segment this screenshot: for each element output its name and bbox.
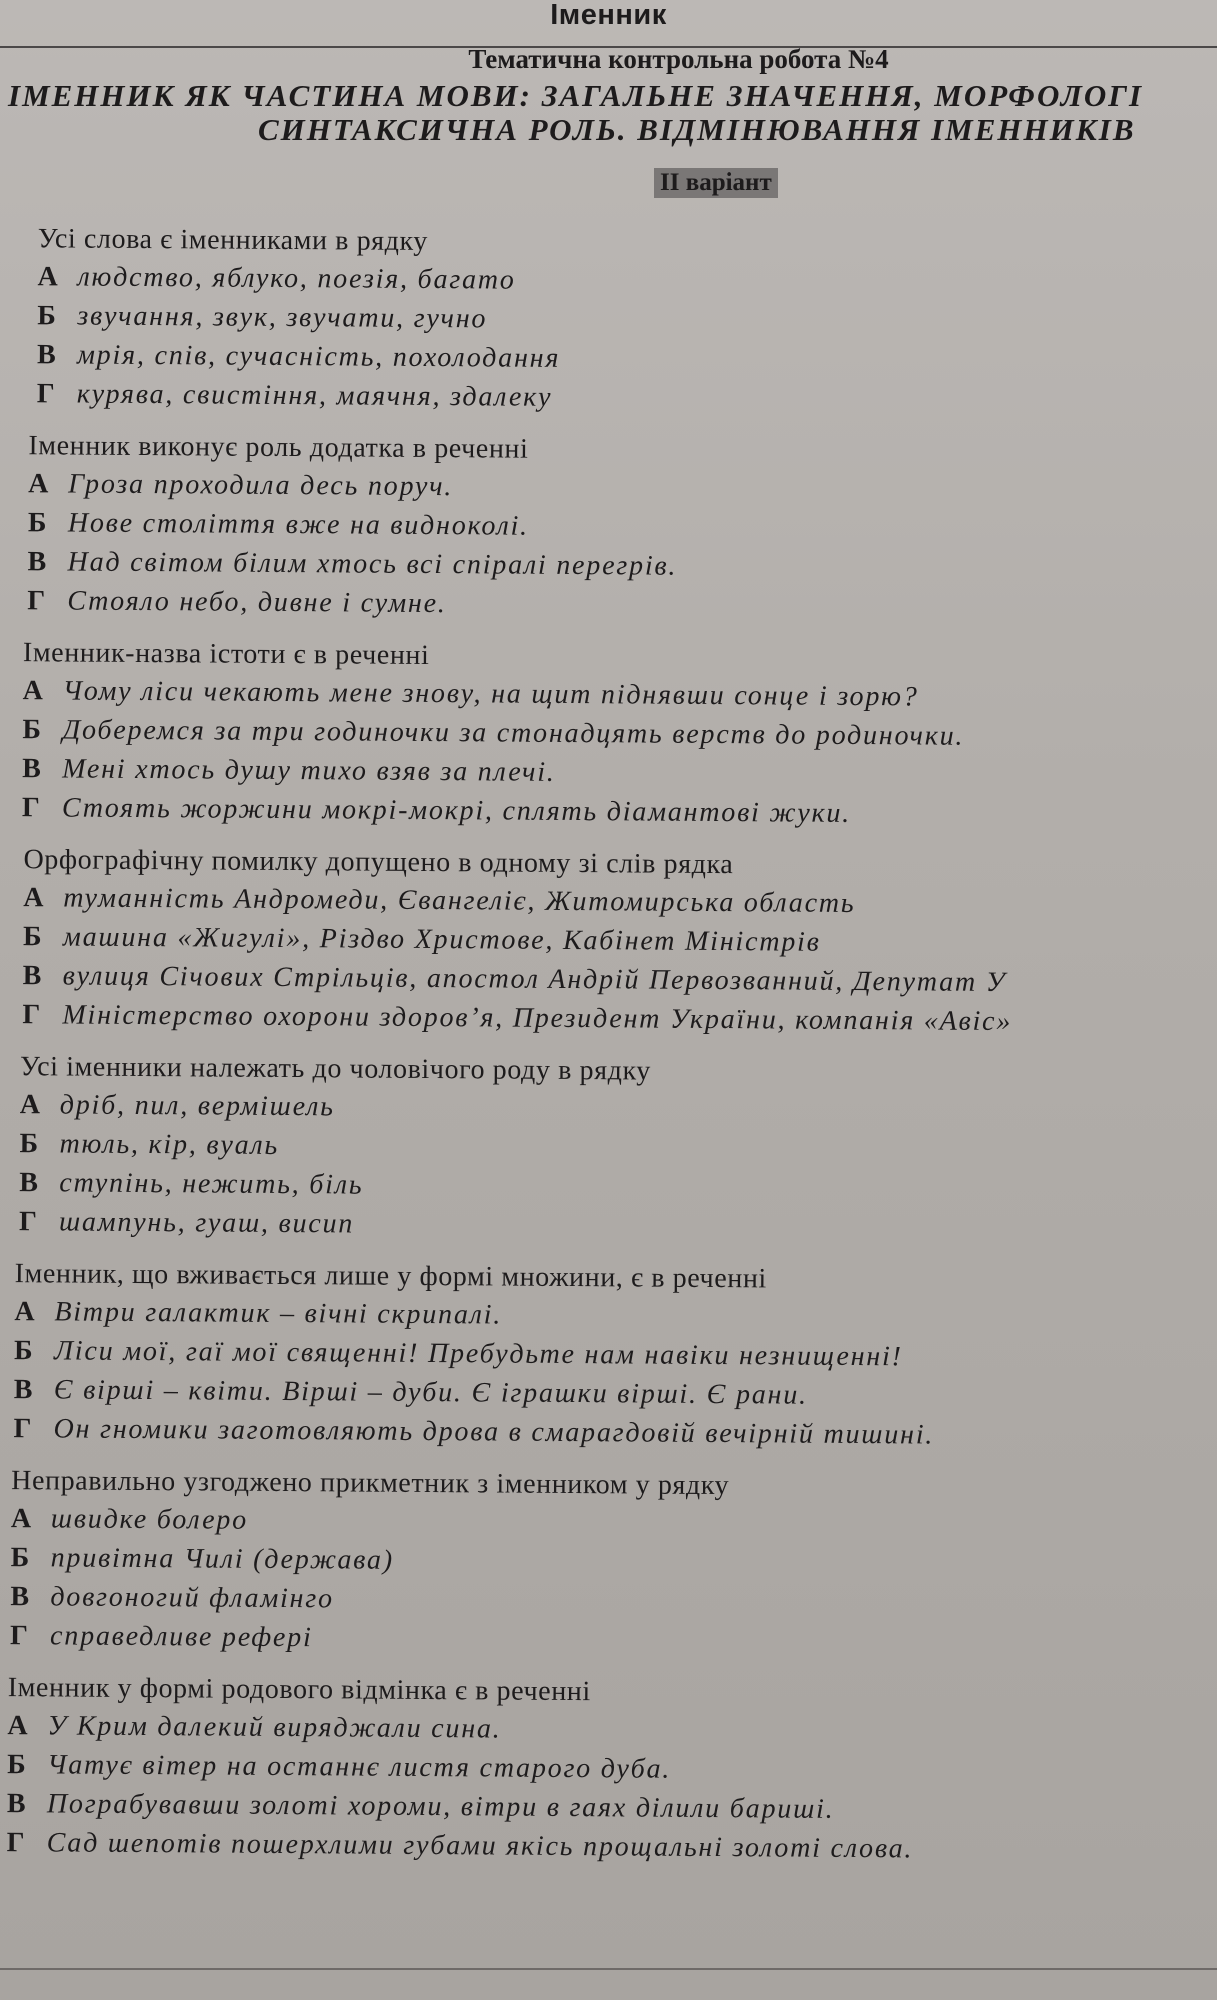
option-letter: Б <box>10 1542 30 1574</box>
option-letter: А <box>37 261 58 293</box>
question-7 <box>0 1462 1208 1663</box>
option-letter: А <box>28 468 49 500</box>
option-text: Міністерство охорони здоров’я, Президент України, компанія «Авіс» <box>62 999 1013 1038</box>
question-stem: Усі слова є іменниками в рядку <box>37 223 429 257</box>
question-stem: Іменник виконує роль додатка в реченні <box>28 430 529 465</box>
option-letter: В <box>6 1788 26 1820</box>
option-letter: В <box>36 339 56 371</box>
answer-option <box>7 1823 1206 1870</box>
option-text: справедливе рефері <box>50 1620 313 1654</box>
option-letter: В <box>19 1167 39 1199</box>
option-text: ступінь, нежить, біль <box>59 1167 364 1201</box>
question-6 <box>0 1255 1210 1456</box>
option-letter: В <box>10 1581 30 1613</box>
work-title: Тематична контрольна робота №4 <box>468 44 889 74</box>
option-letter: Б <box>13 1335 33 1367</box>
question-stem: Іменник, що вживається лише у формі множини, є в реченні <box>14 1258 767 1295</box>
option-text: вулиця Січових Стрільців, апостол Андрій Первозванний, Депутат У <box>62 960 1007 999</box>
question-stem: Іменник-назва істоти є в реченні <box>22 637 430 672</box>
option-text: Чатує вітер на останнє листя старого дуба. <box>47 1749 672 1785</box>
topic-heading-line-1: ІМЕННИК ЯК ЧАСТИНА МОВИ: ЗАГАЛЬНЕ ЗНАЧЕННЯ, МОРФОЛОГІ <box>8 78 1144 113</box>
question-stem: Усі іменники належать до чоловічого роду в рядку <box>19 1051 652 1087</box>
answer-option <box>22 995 1211 1042</box>
option-text: машина «Жигулі», Різдво Христове, Кабінет Міністрів <box>62 921 821 958</box>
option-text: Вітри галактик – вічні скрипалі. <box>54 1296 503 1331</box>
option-text: У Крим далекий виряджали сина. <box>47 1710 502 1745</box>
option-text: привітна Чилі (держава) <box>50 1542 395 1576</box>
option-letter: Г <box>6 1827 25 1859</box>
question-stem: Неправильно узгоджено прикметник з іменником у рядку <box>11 1465 730 1502</box>
option-text: довгоногий фламінго <box>50 1581 334 1615</box>
option-letter: А <box>19 1089 41 1121</box>
option-letter: В <box>22 960 42 992</box>
option-text: Чому ліси чекають мене знову, на щит піднявши сонце і зорю? <box>62 675 919 713</box>
question-8 <box>0 1669 1207 1870</box>
option-text: Стоять жоржини мокрі-мокрі, сплять діамантові жуки. <box>61 792 852 829</box>
option-text: шампунь, гуаш, висип <box>58 1206 355 1240</box>
answer-option <box>37 374 1216 421</box>
answer-option <box>27 581 1214 628</box>
option-letter: Г <box>36 378 55 410</box>
option-text: тюль, кір, вуаль <box>59 1128 280 1161</box>
option-letter: А <box>14 1296 35 1328</box>
answer-option <box>22 788 1213 835</box>
question-5 <box>0 1048 1211 1249</box>
running-head: Іменник <box>550 0 667 31</box>
answer-option <box>10 1616 1207 1663</box>
option-letter: А <box>22 675 44 707</box>
option-text: Ліси мої, гаї мої священні! Пребудьте нам навіки незнищенні! <box>53 1335 903 1373</box>
answer-option <box>19 1202 1210 1249</box>
option-letter: Г <box>13 1413 32 1445</box>
option-text: людство, яблуко, поезія, багато <box>77 261 516 296</box>
question-list <box>0 220 1217 1884</box>
option-text: Є вірші – квіти. Вірші – дуби. Є іграшки вірші. Є рани. <box>53 1374 809 1411</box>
option-letter: Б <box>37 300 56 332</box>
question-2 <box>0 427 1216 628</box>
option-letter: В <box>13 1374 33 1406</box>
option-letter: А <box>10 1503 32 1535</box>
option-text: швидке болеро <box>50 1503 249 1536</box>
option-text: Сад шепотів пошерхлими губами якісь прощальні золоті слова. <box>46 1827 914 1865</box>
option-text: звучання, звук, звучати, гучно <box>77 300 488 335</box>
option-letter: А <box>23 882 44 914</box>
option-text: Пограбувавши золоті хороми, вітри в гаях ділили бариші. <box>46 1788 835 1825</box>
option-letter: Б <box>19 1128 39 1160</box>
variant-label: ІІ варіант <box>654 168 778 198</box>
question-stem: Іменник у формі родового відмінка є в реченні <box>7 1672 591 1708</box>
option-text: Над світом білим хтось всі спіралі перегрів. <box>67 546 678 582</box>
option-letter: Б <box>22 921 42 953</box>
option-letter: А <box>7 1710 28 1742</box>
option-letter: Б <box>27 507 47 539</box>
option-text: Гроза проходила десь поруч. <box>68 468 454 503</box>
option-text: Стояло небо, дивне і сумне. <box>67 585 447 620</box>
bottom-rule <box>0 1968 1217 1970</box>
question-4 <box>0 841 1213 1042</box>
option-text: курява, свистіння, маячня, здалеку <box>76 378 553 413</box>
option-text: туманність Андромеди, Євангеліє, Житомирська область <box>63 882 856 919</box>
option-text: дріб, пил, вермішель <box>59 1089 335 1123</box>
option-letter: Г <box>21 792 40 824</box>
question-stem: Орфографічну помилку допущено в одному зі слів рядка <box>23 844 734 881</box>
option-letter: Г <box>18 1206 37 1238</box>
question-1 <box>0 220 1217 421</box>
option-text: мрія, спів, сучасність, похолодання <box>76 339 561 374</box>
option-letter: В <box>27 546 47 578</box>
option-text: Мені хтось душу тихо взяв за плечі. <box>62 753 556 788</box>
option-letter: Б <box>7 1749 26 1781</box>
option-letter: Г <box>10 1620 29 1652</box>
question-3 <box>0 634 1214 835</box>
topic-heading-line-2: СИНТАКСИЧНА РОЛЬ. ВІДМІНЮВАННЯ ІМЕННИКІВ <box>258 112 1136 147</box>
option-letter: В <box>22 753 41 785</box>
option-letter: Г <box>22 999 41 1031</box>
option-text: Нове століття вже на видноколі. <box>67 507 530 542</box>
option-letter: Б <box>22 714 42 746</box>
option-letter: Г <box>27 585 46 617</box>
option-text: Доберемся за три годиночки за стонадцять верств до родиночки. <box>62 714 965 752</box>
option-text: Он гномики заготовляють дрова в смарагдовій вечірній тишині. <box>53 1413 935 1451</box>
answer-option <box>13 1409 1208 1456</box>
